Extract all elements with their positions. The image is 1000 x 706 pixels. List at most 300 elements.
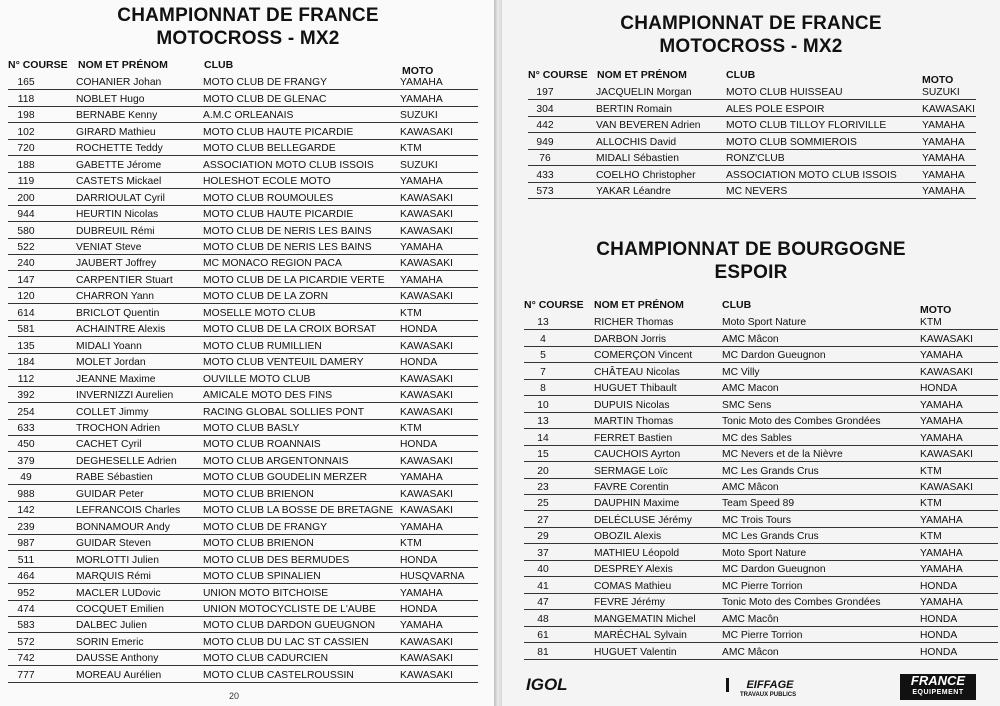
table-row <box>8 206 478 222</box>
table-row <box>8 107 478 123</box>
header-course: N° COURSE <box>524 299 584 311</box>
moto-cell: YAMAHA <box>922 169 965 181</box>
moto-cell: KAWASAKI <box>400 340 454 352</box>
moto-cell: YAMAHA <box>922 120 965 132</box>
left-table-header <box>0 59 480 77</box>
rider-name-cell: COMERÇON Vincent <box>594 350 693 362</box>
moto-cell: KAWASAKI <box>400 636 454 648</box>
rider-name-cell: MANGEMATIN Michel <box>594 613 696 625</box>
table-row <box>8 321 478 337</box>
moto-cell: YAMAHA <box>400 472 443 484</box>
rider-name-cell: ALLOCHIS David <box>596 136 677 148</box>
rider-name-cell: MARÉCHAL Sylvain <box>594 630 687 642</box>
moto-cell: SUZUKI <box>400 110 438 122</box>
table-row <box>8 568 478 584</box>
rider-name-cell: GUIDAR Steven <box>76 538 151 550</box>
table-row <box>8 189 478 205</box>
moto-cell: YAMAHA <box>400 521 443 533</box>
table-row <box>524 577 998 593</box>
rider-name-cell: MACLER LUDovic <box>76 587 161 599</box>
table-row <box>8 304 478 320</box>
header-moto: MOTO <box>920 304 952 316</box>
moto-cell: KTM <box>400 422 422 434</box>
header-club: CLUB <box>722 299 752 311</box>
moto-cell: KAWASAKI <box>920 449 974 461</box>
table-row <box>524 643 998 659</box>
france-logo-line1: FRANCE <box>910 673 966 688</box>
rider-name-cell: JACQUELIN Morgan <box>596 87 692 99</box>
table-row <box>524 462 998 478</box>
table-row <box>8 502 478 518</box>
course-number-cell: 7 <box>540 366 546 378</box>
club-cell: MOTO CLUB DE LA CROIX BORSAT <box>203 324 376 336</box>
club-cell: MOTO CLUB DE GLENAC <box>203 93 327 105</box>
rider-name-cell: DUBREUIL Rémi <box>76 225 155 237</box>
course-number-cell: 120 <box>17 291 35 303</box>
moto-cell: KAWASAKI <box>400 373 454 385</box>
rider-name-cell: SORIN Emeric <box>76 636 144 648</box>
course-number-cell: 102 <box>17 126 35 138</box>
course-number-cell: 37 <box>537 547 549 559</box>
course-number-cell: 450 <box>17 439 35 451</box>
rider-name-cell: COLLET Jimmy <box>76 406 149 418</box>
course-number-cell: 572 <box>17 636 35 648</box>
course-number-cell: 581 <box>17 324 35 336</box>
moto-cell: KAWASAKI <box>400 209 454 221</box>
table-row <box>8 90 478 106</box>
rider-name-cell: GUIDAR Peter <box>76 488 144 500</box>
course-number-cell: 41 <box>537 580 549 592</box>
course-number-cell: 76 <box>539 153 551 165</box>
moto-cell: HONDA <box>920 613 958 625</box>
moto-cell: KAWASAKI <box>400 505 454 517</box>
moto-cell: HONDA <box>920 630 958 642</box>
course-number-cell: 112 <box>17 373 35 385</box>
club-cell: MC des Sables <box>722 432 792 444</box>
moto-cell: YAMAHA <box>400 77 443 89</box>
rider-name-cell: GABETTE Jérome <box>76 159 162 171</box>
moto-cell: KTM <box>920 317 942 329</box>
course-number-cell: 23 <box>537 481 549 493</box>
club-cell: MOTO CLUB VENTEUIL DAMERY <box>203 357 364 369</box>
club-cell: SMC Sens <box>722 399 772 411</box>
header-course: N° COURSE <box>8 59 68 71</box>
table-row <box>8 239 478 255</box>
header-name: NOM ET PRÉNOM <box>78 59 168 71</box>
table-row <box>8 617 478 633</box>
table-row <box>524 511 998 527</box>
club-cell: AMC Mâcon <box>722 646 779 658</box>
course-number-cell: 118 <box>17 93 35 105</box>
course-number-cell: 119 <box>17 176 35 188</box>
course-number-cell: 4 <box>540 333 546 345</box>
moto-cell: KAWASAKI <box>400 653 454 665</box>
club-cell: MOTO CLUB HUISSEAU <box>726 87 843 99</box>
club-cell: MC Pierre Torrion <box>722 580 803 592</box>
moto-cell: KAWASAKI <box>920 481 974 493</box>
moto-cell: KAWASAKI <box>400 126 454 138</box>
moto-cell: YAMAHA <box>400 176 443 188</box>
rider-name-cell: MIDALI Sébastien <box>596 153 679 165</box>
moto-cell: KTM <box>920 498 942 510</box>
course-number-cell: 10 <box>537 399 549 411</box>
rider-name-cell: NOBLET Hugo <box>76 93 145 105</box>
club-cell: Tonic Moto des Combes Grondées <box>722 416 881 428</box>
moto-cell: YAMAHA <box>920 399 963 411</box>
header-club: CLUB <box>726 69 756 81</box>
table-row <box>524 627 998 643</box>
table-row <box>528 117 976 133</box>
club-cell: AMC Macon <box>722 383 779 395</box>
rider-name-cell: INVERNIZZI Aurelien <box>76 390 174 402</box>
rider-name-cell: DELÉCLUSE Jérémy <box>594 514 692 526</box>
moto-cell: YAMAHA <box>920 547 963 559</box>
course-number-cell: 48 <box>537 613 549 625</box>
club-cell: AMC Macôn <box>722 613 779 625</box>
course-number-cell: 254 <box>17 406 35 418</box>
club-cell: MOTO CLUB HAUTE PICARDIE <box>203 209 354 221</box>
moto-cell: YAMAHA <box>920 597 963 609</box>
rider-name-cell: YAKAR Léandre <box>596 186 671 198</box>
course-number-cell: 442 <box>536 120 554 132</box>
rider-name-cell: FEVRE Jérémy <box>594 597 665 609</box>
rider-name-cell: CASTETS Mickael <box>76 176 162 188</box>
table-row <box>8 337 478 353</box>
club-cell: Moto Sport Nature <box>722 317 807 329</box>
table-row <box>8 370 478 386</box>
course-number-cell: 392 <box>17 390 35 402</box>
rider-name-cell: BONNAMOUR Andy <box>76 521 170 533</box>
course-number-cell: 15 <box>537 449 549 461</box>
rider-name-cell: MIDALI Yoann <box>76 340 142 352</box>
table-row <box>528 183 976 199</box>
course-number-cell: 988 <box>17 488 35 500</box>
club-cell: HOLESHOT ECOLE MOTO <box>203 176 331 188</box>
club-cell: MOTO CLUB ROUMOULES <box>203 192 334 204</box>
course-number-cell: 13 <box>537 317 549 329</box>
table-row <box>528 100 976 116</box>
club-cell: MOTO CLUB BELLEGARDE <box>203 143 336 155</box>
club-cell: MC NEVERS <box>726 186 788 198</box>
header-name: NOM ET PRÉNOM <box>597 69 687 81</box>
left-results-table <box>8 74 478 683</box>
right-mx2-title-line2: MOTOCROSS - MX2 <box>659 36 843 57</box>
club-cell: MOTO CLUB BASLY <box>203 422 300 434</box>
course-number-cell: 720 <box>17 143 35 155</box>
rider-name-cell: RICHER Thomas <box>594 317 674 329</box>
club-cell: MOTO CLUB DE FRANGY <box>203 521 327 533</box>
club-cell: MOTO CLUB RUMILLIEN <box>203 340 322 352</box>
igol-logo: IGOL <box>526 675 568 694</box>
club-cell: AMC Mâcon <box>722 333 779 345</box>
table-row <box>8 469 478 485</box>
table-row <box>8 403 478 419</box>
course-number-cell: 742 <box>17 653 35 665</box>
left-title-line2: MOTOCROSS - MX2 <box>156 28 340 49</box>
club-cell: MC Dardon Gueugnon <box>722 564 826 576</box>
rider-name-cell: DARBON Jorris <box>594 333 667 345</box>
course-number-cell: 511 <box>17 554 35 566</box>
course-number-cell: 147 <box>17 274 35 286</box>
club-cell: MC Trois Tours <box>722 514 792 526</box>
rider-name-cell: DUPUIS Nicolas <box>594 399 670 411</box>
moto-cell: KAWASAKI <box>400 488 454 500</box>
moto-cell: KAWASAKI <box>400 258 454 270</box>
france-equipement-logo <box>900 674 976 700</box>
rider-name-cell: BERTIN Romain <box>596 103 672 115</box>
right-mx2-title <box>502 12 1000 58</box>
course-number-cell: 27 <box>537 514 549 526</box>
club-cell: MC Villy <box>722 366 760 378</box>
rider-name-cell: JAUBERT Joffrey <box>76 258 157 270</box>
rider-name-cell: DESPREY Alexis <box>594 564 673 576</box>
rider-name-cell: MARTIN Thomas <box>594 416 674 428</box>
eiffage-mark-icon <box>726 678 739 692</box>
table-row <box>524 561 998 577</box>
course-number-cell: 61 <box>537 630 549 642</box>
header-moto: MOTO <box>922 74 954 86</box>
course-number-cell: 304 <box>536 103 554 115</box>
club-cell: MOTO CLUB DE NERIS LES BAINS <box>203 241 372 253</box>
course-number-cell: 13 <box>537 416 549 428</box>
table-row <box>524 413 998 429</box>
table-row <box>8 436 478 452</box>
moto-cell: KAWASAKI <box>922 103 976 115</box>
table-row <box>8 518 478 534</box>
course-number-cell: 239 <box>17 521 35 533</box>
rider-name-cell: TROCHON Adrien <box>76 422 161 434</box>
course-number-cell: 580 <box>17 225 35 237</box>
bourgogne-table <box>524 314 998 660</box>
table-row <box>524 363 998 379</box>
club-cell: OUVILLE MOTO CLUB <box>203 373 311 385</box>
club-cell: ASSOCIATION MOTO CLUB ISSOIS <box>203 159 374 171</box>
bourgogne-title <box>502 238 1000 284</box>
rider-name-cell: HEURTIN Nicolas <box>76 209 159 221</box>
club-cell: MC Les Grands Crus <box>722 531 819 543</box>
club-cell: MOTO CLUB BRIENON <box>203 488 314 500</box>
rider-name-cell: BRICLOT Quentin <box>76 307 160 319</box>
moto-cell: KAWASAKI <box>920 333 974 345</box>
eiffage-subtitle: TRAVAUX PUBLICS <box>740 692 797 698</box>
course-number-cell: 474 <box>17 603 35 615</box>
table-row <box>524 314 998 330</box>
club-cell: MOTO CLUB DES BERMUDES <box>203 554 350 566</box>
course-number-cell: 25 <box>537 498 549 510</box>
club-cell: MOTO CLUB DU LAC ST CASSIEN <box>203 636 369 648</box>
moto-cell: KTM <box>920 531 942 543</box>
bourgogne-title-line2: ESPOIR <box>714 262 788 283</box>
course-number-cell: 522 <box>17 241 35 253</box>
club-cell: UNION MOTOCYCLISTE DE L'AUBE <box>203 603 376 615</box>
table-row <box>524 396 998 412</box>
rider-name-cell: MOLET Jordan <box>76 357 146 369</box>
club-cell: MOTO CLUB ARGENTONNAIS <box>203 455 349 467</box>
moto-cell: HONDA <box>400 324 438 336</box>
table-row <box>8 140 478 156</box>
bourgogne-title-line1: CHAMPIONNAT DE BOURGOGNE <box>596 239 906 260</box>
rider-name-cell: JEANNE Maxime <box>76 373 156 385</box>
rider-name-cell: RABE Sébastien <box>76 472 153 484</box>
moto-cell: HONDA <box>400 554 438 566</box>
table-row <box>8 156 478 172</box>
moto-cell: KTM <box>400 307 422 319</box>
club-cell: MC Les Grands Crus <box>722 465 819 477</box>
table-row <box>8 123 478 139</box>
table-row <box>524 479 998 495</box>
club-cell: MOTO CLUB GOUDELIN MERZER <box>203 472 368 484</box>
moto-cell: KAWASAKI <box>400 192 454 204</box>
moto-cell: YAMAHA <box>920 564 963 576</box>
table-row <box>8 271 478 287</box>
table-row <box>528 133 976 149</box>
club-cell: UNION MOTO BITCHOISE <box>203 587 329 599</box>
club-cell: MOTO CLUB SOMMIEROIS <box>726 136 857 148</box>
rider-name-cell: MOREAU Aurélien <box>76 669 162 681</box>
course-number-cell: 633 <box>17 422 35 434</box>
header-moto: MOTO <box>402 65 434 77</box>
rider-name-cell: ROCHETTE Teddy <box>76 143 163 155</box>
rider-name-cell: DAUPHIN Maxime <box>594 498 680 510</box>
club-cell: MOTO CLUB ROANNAIS <box>203 439 321 451</box>
france-logo-line2: EQUIPEMENT <box>912 689 964 696</box>
rider-name-cell: ACHAINTRE Alexis <box>76 324 166 336</box>
club-cell: Team Speed 89 <box>722 498 795 510</box>
club-cell: ASSOCIATION MOTO CLUB ISSOIS <box>726 169 897 181</box>
club-cell: A.M.C ORLEANAIS <box>203 110 294 122</box>
table-row <box>8 354 478 370</box>
course-number-cell: 944 <box>17 209 35 221</box>
moto-cell: KAWASAKI <box>920 366 974 378</box>
club-cell: MC Nevers et de la Nièvre <box>722 449 843 461</box>
club-cell: MOTO CLUB DE NERIS LES BAINS <box>203 225 372 237</box>
rider-name-cell: HUGUET Valentin <box>594 646 677 658</box>
table-row <box>8 551 478 567</box>
left-page <box>0 0 496 706</box>
moto-cell: YAMAHA <box>400 620 443 632</box>
club-cell: Tonic Moto des Combes Grondées <box>722 597 881 609</box>
moto-cell: HONDA <box>400 603 438 615</box>
table-row <box>8 601 478 617</box>
course-number-cell: 142 <box>17 505 35 517</box>
table-row <box>8 584 478 600</box>
rider-name-cell: DEGHESELLE Adrien <box>76 455 177 467</box>
club-cell: AMC Mâcon <box>722 481 779 493</box>
club-cell: MOTO CLUB BRIENON <box>203 538 314 550</box>
header-name: NOM ET PRÉNOM <box>594 299 684 311</box>
moto-cell: YAMAHA <box>920 432 963 444</box>
table-row <box>524 380 998 396</box>
moto-cell: KTM <box>400 538 422 550</box>
rider-name-cell: VAN BEVEREN Adrien <box>596 120 701 132</box>
club-cell: MOTO CLUB SPINALIEN <box>203 571 321 583</box>
left-title-line1: CHAMPIONNAT DE FRANCE <box>117 5 379 26</box>
bourgogne-header <box>502 299 992 316</box>
rider-name-cell: SERMAGE Loïc <box>594 465 668 477</box>
table-row <box>524 610 998 626</box>
moto-cell: KAWASAKI <box>400 669 454 681</box>
course-number-cell: 135 <box>17 340 35 352</box>
course-number-cell: 14 <box>537 432 549 444</box>
rider-name-cell: DAUSSE Anthony <box>76 653 159 665</box>
moto-cell: YAMAHA <box>920 350 963 362</box>
table-row <box>8 255 478 271</box>
course-number-cell: 952 <box>17 587 35 599</box>
table-row <box>524 330 998 346</box>
rider-name-cell: COHANIER Johan <box>76 77 162 89</box>
moto-cell: HONDA <box>920 383 958 395</box>
club-cell: MOTO CLUB CASTELROUSSIN <box>203 669 354 681</box>
rider-name-cell: COCQUET Emilien <box>76 603 164 615</box>
moto-cell: YAMAHA <box>400 274 443 286</box>
moto-cell: HONDA <box>400 439 438 451</box>
course-number-cell: 777 <box>17 669 35 681</box>
course-number-cell: 49 <box>20 472 32 484</box>
course-number-cell: 614 <box>17 307 35 319</box>
course-number-cell: 8 <box>540 383 546 395</box>
rider-name-cell: FERRET Bastien <box>594 432 673 444</box>
rider-name-cell: VENIAT Steve <box>76 241 142 253</box>
course-number-cell: 188 <box>17 159 35 171</box>
course-number-cell: 20 <box>537 465 549 477</box>
table-row <box>524 544 998 560</box>
table-row <box>8 222 478 238</box>
table-row <box>8 452 478 468</box>
course-number-cell: 197 <box>536 87 554 99</box>
course-number-cell: 379 <box>17 455 35 467</box>
table-row <box>8 420 478 436</box>
table-row <box>524 429 998 445</box>
eiffage-name: EIFFAGE <box>746 678 794 691</box>
table-row <box>8 74 478 90</box>
rider-name-cell: CHARRON Yann <box>76 291 155 303</box>
table-row <box>524 446 998 462</box>
course-number-cell: 198 <box>17 110 35 122</box>
course-number-cell: 987 <box>17 538 35 550</box>
club-cell: MC MONACO REGION PACA <box>203 258 342 270</box>
course-number-cell: 5 <box>540 350 546 362</box>
moto-cell: KAWASAKI <box>400 291 454 303</box>
table-row <box>524 528 998 544</box>
rider-name-cell: COELHO Christopher <box>596 169 696 181</box>
club-cell: MC Pierre Torrion <box>722 630 803 642</box>
moto-cell: KTM <box>920 465 942 477</box>
moto-cell: YAMAHA <box>920 514 963 526</box>
moto-cell: YAMAHA <box>400 241 443 253</box>
course-number-cell: 949 <box>536 136 554 148</box>
moto-cell: YAMAHA <box>920 416 963 428</box>
table-row <box>8 535 478 551</box>
rider-name-cell: DALBEC Julien <box>76 620 147 632</box>
course-number-cell: 433 <box>536 169 554 181</box>
rider-name-cell: CHÂTEAU Nicolas <box>594 366 680 378</box>
moto-cell: KAWASAKI <box>400 225 454 237</box>
moto-cell: HUSQVARNA <box>400 571 465 583</box>
course-number-cell: 47 <box>537 597 549 609</box>
club-cell: AMICALE MOTO DES FINS <box>203 390 333 402</box>
club-cell: MOTO CLUB DARDON GUEUGNON <box>203 620 376 632</box>
rider-name-cell: OBOZIL Alexis <box>594 531 662 543</box>
rider-name-cell: DARRIOULAT Cyril <box>76 192 165 204</box>
table-row <box>528 150 976 166</box>
table-row <box>524 594 998 610</box>
club-cell: Moto Sport Nature <box>722 547 807 559</box>
header-club: CLUB <box>204 59 234 71</box>
table-row <box>8 485 478 501</box>
table-row <box>8 650 478 666</box>
header-course: N° COURSE <box>528 69 588 81</box>
moto-cell: SUZUKI <box>922 87 960 99</box>
